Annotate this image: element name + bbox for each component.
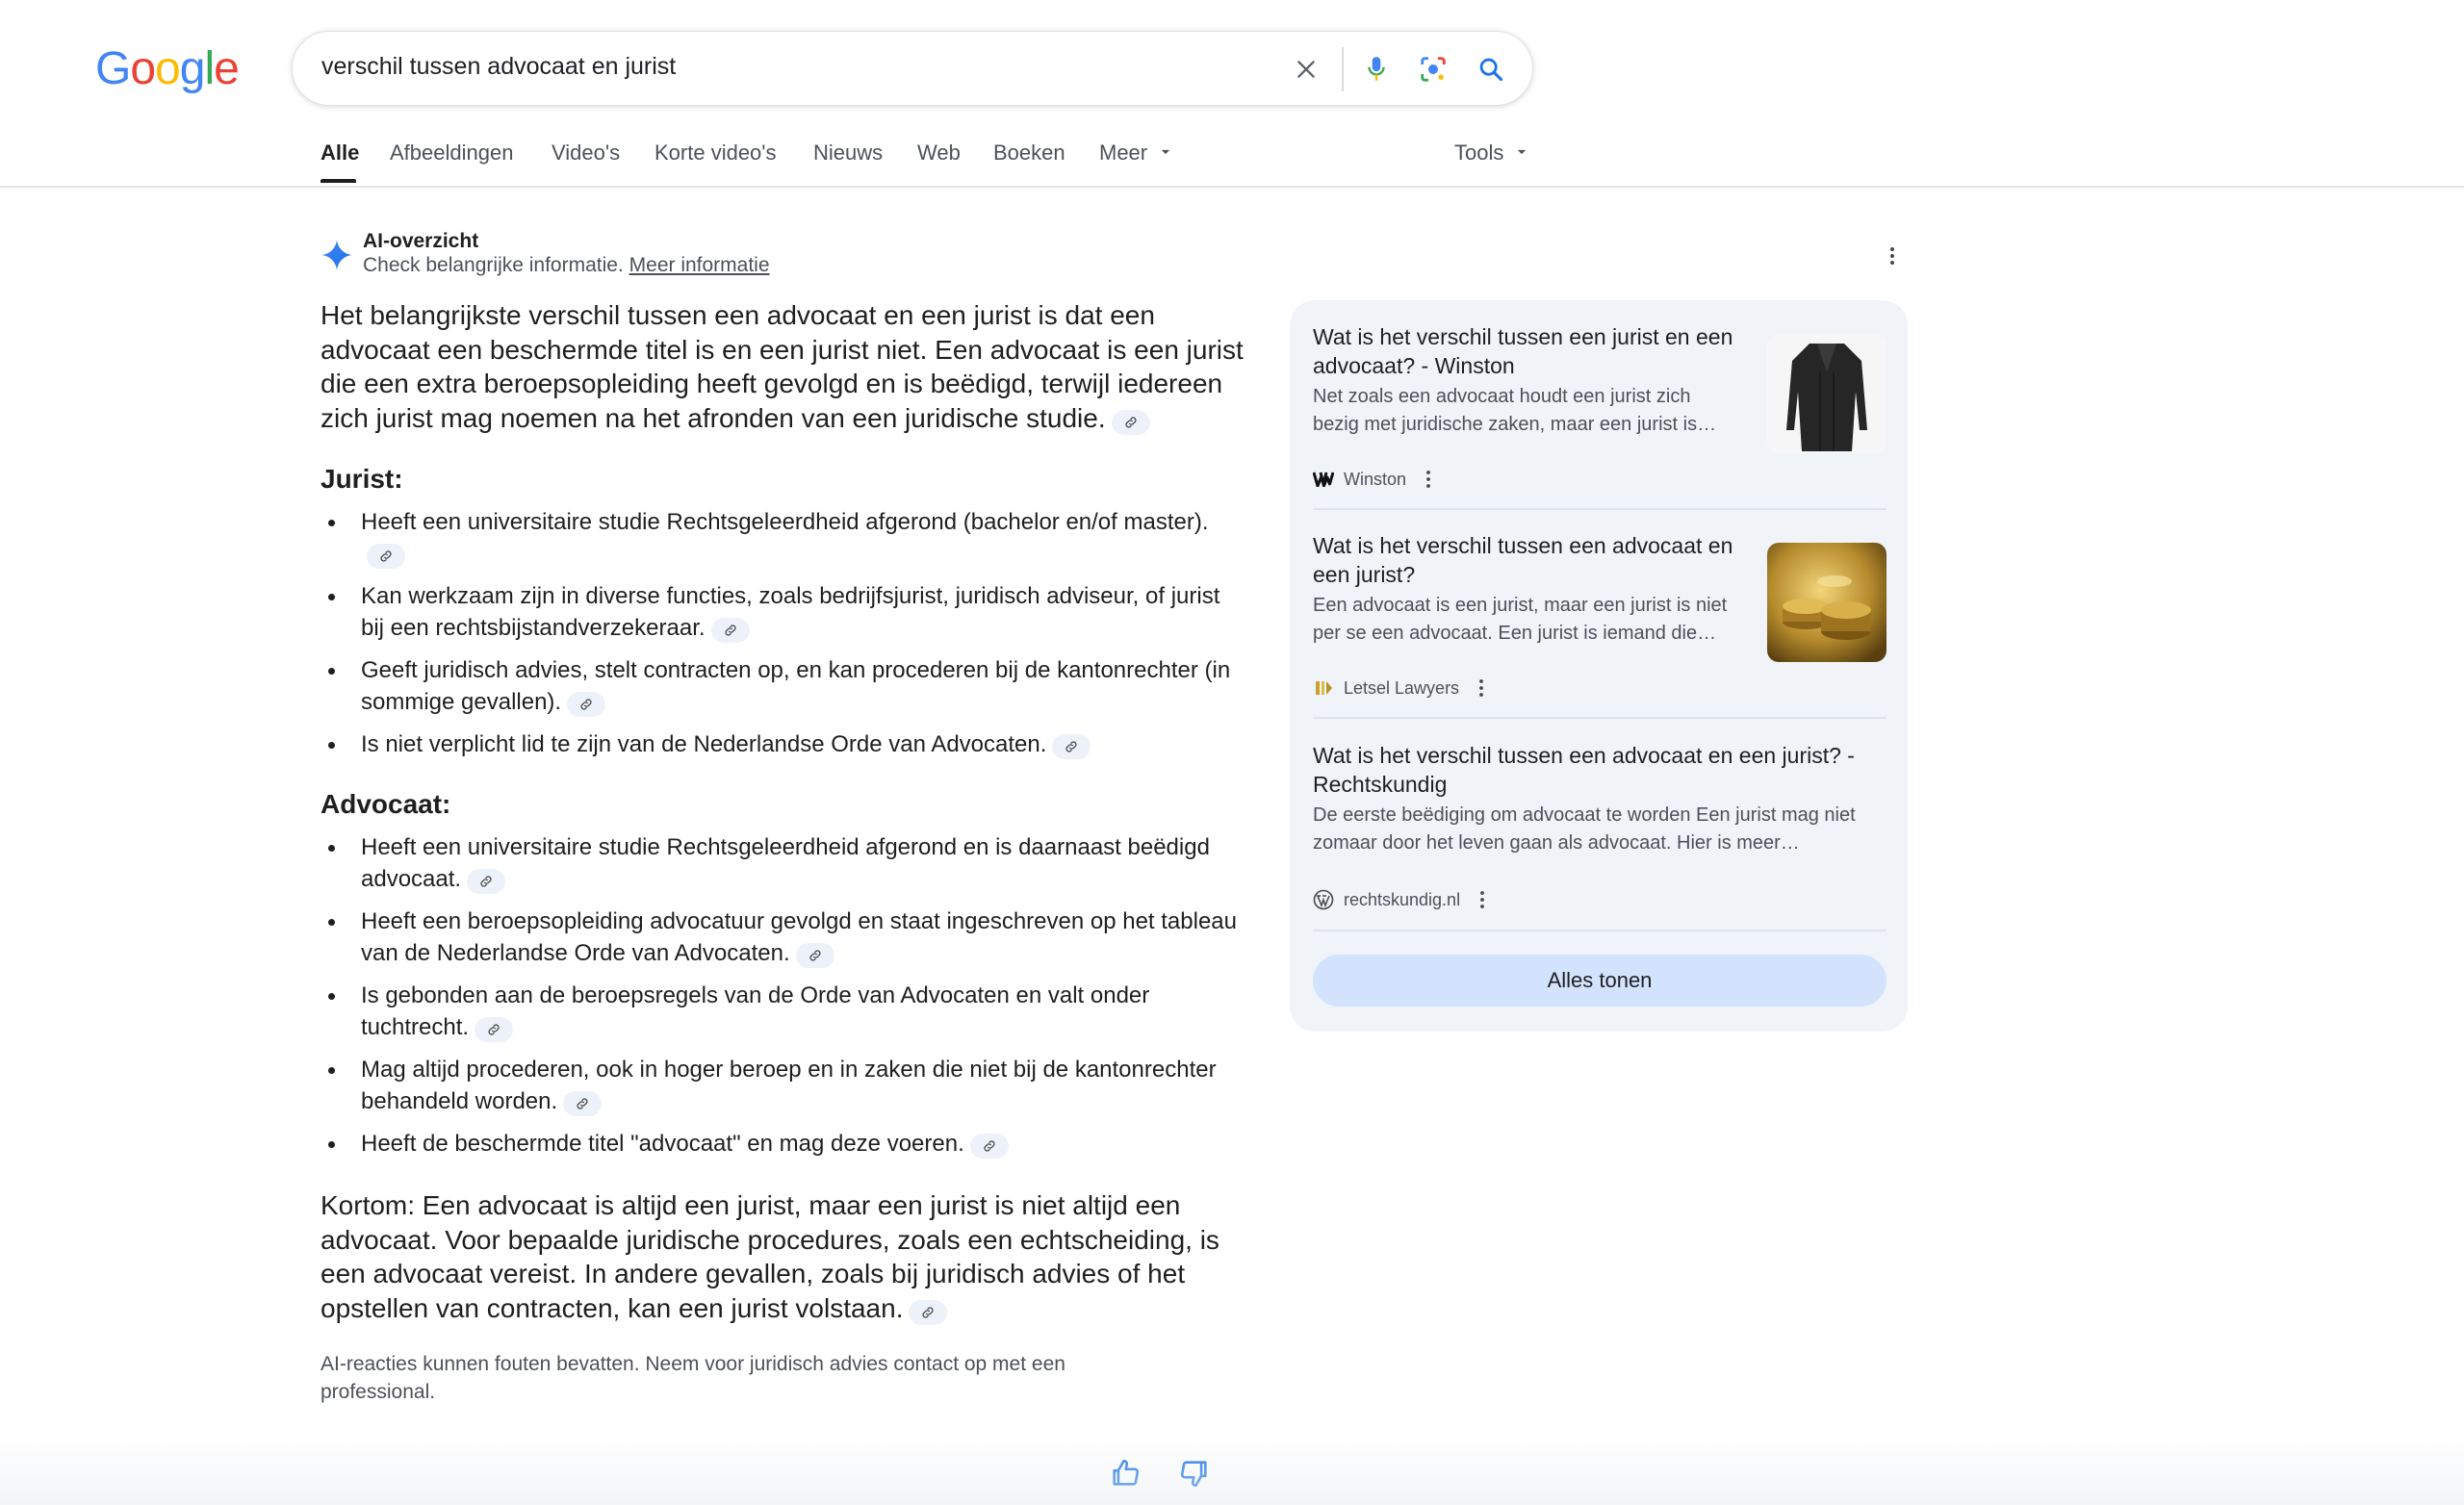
thumbs-up-icon[interactable]: [1109, 1457, 1142, 1490]
list-item-text: Is gebonden aan de beroepsregels van de Orde van Advocaten en valt onder tuchtrecht.: [361, 982, 1150, 1040]
link-icon: [478, 874, 494, 889]
ai-overview-content: [321, 298, 1245, 1406]
link-icon: [578, 697, 594, 712]
search-icon[interactable]: [1473, 51, 1509, 88]
logo-letter: l: [204, 43, 215, 94]
show-all-button[interactable]: Alles tonen: [1313, 955, 1886, 1007]
list-item-text: Heeft een beroepsopleiding advocatuur gevolgd en staat ingeschreven op het tableau van de Nederlandse Orde van Advocaten.: [361, 908, 1237, 966]
source-link-chip[interactable]: [367, 544, 405, 569]
active-tab-indicator: [321, 179, 356, 183]
source-link-chip[interactable]: [475, 1017, 513, 1042]
header-divider: [0, 186, 2464, 188]
source-site: [1313, 469, 1437, 490]
list-item: [321, 1054, 1245, 1117]
logo-letter: g: [179, 43, 205, 94]
advocaat-heading: Advocaat:: [321, 789, 451, 819]
source-link-chip[interactable]: [1112, 410, 1150, 435]
source-divider: [1313, 717, 1886, 719]
source-site-name: Winston: [1344, 469, 1407, 489]
ai-lead-paragraph: [321, 298, 1245, 435]
caret-down-icon: [1159, 145, 1172, 159]
logo-letter: e: [214, 43, 239, 94]
link-icon: [808, 948, 823, 963]
lead-text: Het belangrijkste verschil tussen een advocaat en een jurist is dat een advocaat een beschermde titel is en een jurist niet. Een advocaat is een jurist die een extra beroepsopleiding heeft gevolgd en is beëdigd, terwijl iedereen zich jurist mag noemen na het afronden van een juridische studie.: [321, 300, 1244, 433]
jurist-heading: Jurist:: [321, 464, 403, 494]
list-item-text: Kan werkzaam zijn in diverse functies, zoals bedrijfsjurist, juridisch adviseur, of jurist bij een rechtsbijstandverzekeraar.: [361, 583, 1220, 641]
toga-image: [1767, 334, 1886, 453]
bottom-fade: [0, 1434, 2464, 1505]
source-thumbnail[interactable]: [1767, 334, 1886, 453]
link-icon: [378, 548, 394, 564]
list-item: [321, 906, 1245, 969]
tab-nieuws[interactable]: Nieuws: [813, 140, 884, 165]
link-icon: [723, 623, 738, 638]
source-link-chip[interactable]: [796, 943, 834, 968]
list-item-text: Heeft een universitaire studie Rechtsgeleerdheid afgerond (bachelor en/of master).: [361, 509, 1209, 535]
thumbs-down-icon[interactable]: [1178, 1457, 1211, 1490]
link-icon: [486, 1022, 501, 1037]
list-item: [321, 654, 1245, 718]
tab-meer-label: Meer: [1099, 140, 1148, 165]
list-item: [321, 1128, 1245, 1160]
source-card[interactable]: [1313, 531, 1886, 714]
more-options-icon[interactable]: [1420, 469, 1437, 490]
microphone-icon[interactable]: [1358, 51, 1395, 88]
ai-overview-subtitle: [363, 254, 770, 277]
search-input[interactable]: verschil tussen advocaat en jurist: [321, 53, 677, 80]
logo-letter: o: [130, 43, 156, 94]
tab-afbeeldingen[interactable]: Afbeeldingen: [390, 140, 514, 165]
tools-label: Tools: [1454, 140, 1504, 165]
more-info-link[interactable]: Meer informatie: [629, 254, 770, 276]
winston-favicon: [1313, 469, 1334, 490]
source-site-name: rechtskundig.nl: [1344, 889, 1461, 909]
tab-boeken[interactable]: Boeken: [993, 140, 1065, 165]
list-item-text: Heeft een universitaire studie Rechtsgeleerdheid afgerond en is daarnaast beëdigd advocaat.: [361, 834, 1210, 892]
source-site: [1313, 677, 1490, 699]
ai-subtitle-text: Check belangrijke informatie.: [363, 254, 624, 276]
list-item-text: Geeft juridisch advies, stelt contracten op, en kan procederen bij de kantonrechter (in sommige gevallen).: [361, 657, 1231, 715]
source-title[interactable]: Wat is het verschil tussen een jurist en een advocaat? - Winston: [1313, 324, 1733, 378]
source-site: [1313, 889, 1491, 910]
source-title[interactable]: Wat is het verschil tussen een advocaat en een jurist?: [1313, 533, 1733, 587]
jurist-list: [321, 506, 1245, 760]
source-title[interactable]: Wat is het verschil tussen een advocaat en een jurist? - Rechtskundig: [1313, 743, 1855, 797]
tab-videos[interactable]: Video's: [552, 140, 621, 165]
tab-meer[interactable]: [1099, 140, 1172, 166]
letsel-lawyers-favicon: [1313, 677, 1334, 699]
ai-summary-paragraph: [321, 1188, 1245, 1325]
source-card[interactable]: [1313, 741, 1886, 933]
lens-icon[interactable]: [1415, 51, 1451, 88]
source-link-chip[interactable]: [970, 1134, 1009, 1159]
caret-down-icon: [1515, 145, 1528, 159]
source-link-chip[interactable]: [563, 1091, 602, 1116]
source-link-chip[interactable]: [1052, 734, 1091, 759]
google-logo[interactable]: [95, 42, 239, 95]
source-link-chip[interactable]: [909, 1300, 947, 1325]
list-item: [321, 980, 1245, 1043]
source-divider: [1313, 508, 1886, 510]
link-icon: [920, 1305, 936, 1320]
list-item: [321, 506, 1245, 570]
more-options-icon[interactable]: [1474, 889, 1491, 910]
link-icon: [1064, 739, 1079, 754]
logo-letter: G: [95, 43, 131, 94]
source-divider: [1313, 930, 1886, 931]
tab-alle[interactable]: Alle: [321, 140, 360, 165]
source-card[interactable]: [1313, 322, 1886, 505]
search-divider: [1342, 47, 1344, 91]
tools-button[interactable]: [1454, 140, 1528, 166]
sources-panel: [1290, 300, 1908, 1032]
coins-image: [1767, 543, 1886, 662]
link-icon: [982, 1138, 997, 1154]
tab-web[interactable]: Web: [917, 140, 961, 165]
source-snippet: Net zoals een advocaat houdt een jurist zich bezig met juridische zaken, maar een jurist is…: [1313, 386, 1717, 435]
list-item: [321, 580, 1245, 644]
close-icon[interactable]: [1288, 51, 1324, 88]
link-icon: [575, 1096, 590, 1111]
ai-overview-title: AI-overzicht: [363, 230, 479, 252]
logo-letter: o: [155, 43, 180, 94]
advocaat-list: [321, 831, 1245, 1160]
source-link-chip[interactable]: [567, 692, 605, 717]
wordpress-favicon: [1313, 889, 1334, 910]
search-box[interactable]: [292, 31, 1533, 106]
list-item-text: Mag altijd procederen, ook in hoger beroep en in zaken die niet bij de kantonrechter behandeld worden.: [361, 1057, 1217, 1114]
list-item: [321, 831, 1245, 895]
source-thumbnail[interactable]: [1767, 543, 1886, 662]
ai-sparkle-icon: [321, 239, 353, 271]
ai-disclaimer: AI-reacties kunnen fouten bevatten. Neem voor juridisch advies contact op met een professional.: [321, 1353, 1065, 1403]
summary-text: Kortom: Een advocaat is altijd een jurist, maar een jurist is niet altijd een advocaat. Voor bepaalde juridische procedures, zoals een echtscheiding, is een advocaat vereist. In andere gevallen, zoals bij juridisch advies of het opstellen van contracten, kan een jurist volstaan.: [321, 1190, 1219, 1323]
source-link-chip[interactable]: [467, 869, 505, 894]
source-link-chip[interactable]: [711, 618, 750, 643]
tab-korte-videos[interactable]: Korte video's: [654, 140, 777, 165]
list-item-text: Is niet verplicht lid te zijn van de Nederlandse Orde van Advocaten.: [361, 731, 1047, 757]
link-icon: [1123, 415, 1139, 430]
list-item: [321, 728, 1245, 760]
more-options-icon[interactable]: [1881, 244, 1904, 268]
list-item-text: Heeft de beschermde titel "advocaat" en mag deze voeren.: [361, 1131, 964, 1157]
source-snippet: Een advocaat is een jurist, maar een jurist is niet per se een advocaat. Een jurist is iemand die…: [1313, 595, 1728, 644]
source-site-name: Letsel Lawyers: [1344, 677, 1460, 698]
source-snippet: De eerste beëdiging om advocaat te worden Een jurist mag niet zomaar door het leven gaan als advocaat. Hier is meer…: [1313, 804, 1856, 854]
more-options-icon[interactable]: [1473, 677, 1490, 699]
